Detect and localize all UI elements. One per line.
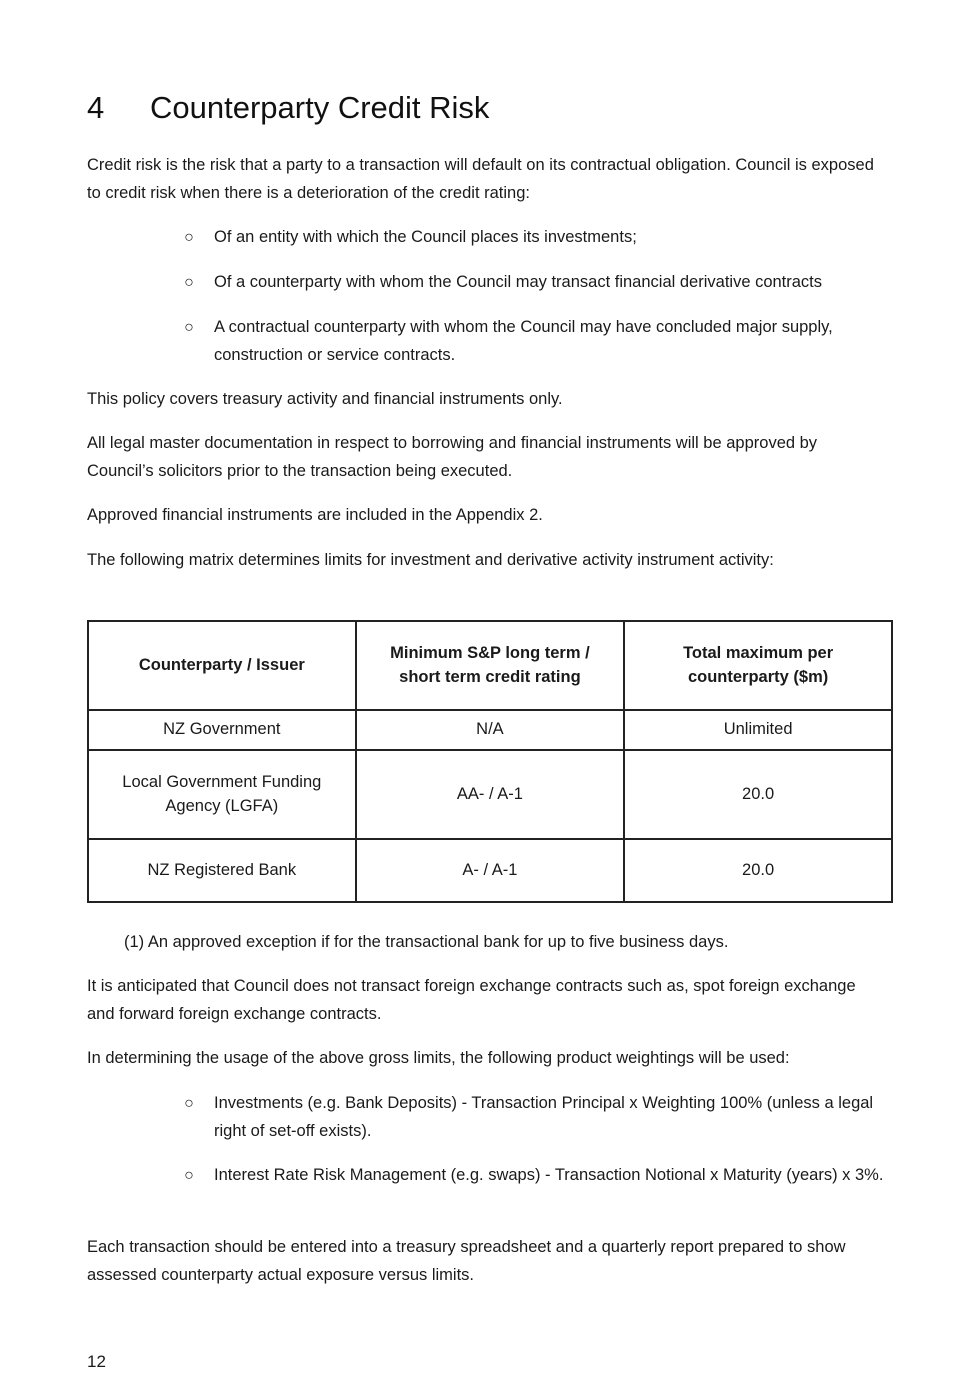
legal-documentation-paragraph: All legal master documentation in respect to borrowing and financial instruments will be approved by Council’s solicitors prior to the transaction being executed.: [87, 434, 818, 480]
intro-paragraph: Credit risk is the risk that a party to a transaction will default on its contractual obligation. Council is exposed to credit risk when there is a deterioration of the credit rating:: [87, 156, 874, 202]
cell-counterparty: Local Government Funding Agency (LGFA): [88, 750, 356, 839]
closing-paragraph: Each transaction should be entered into a treasury spreadsheet and a quarterly report prepared to show assessed counterparty actual exposure versus limits.: [87, 1238, 846, 1284]
cell-maximum: 20.0: [624, 750, 892, 839]
bullet-text: A contractual counterparty with whom the Council may have concluded major supply, construction or service contracts.: [214, 318, 833, 364]
weightings-intro-paragraph: In determining the usage of the above gross limits, the following product weightings will be used:: [87, 1049, 790, 1067]
cell-maximum: 20.0: [624, 839, 892, 902]
table-row: [88, 839, 892, 902]
table-row: [88, 710, 892, 750]
matrix-intro-paragraph: The following matrix determines limits for investment and derivative activity instrument activity:: [87, 551, 774, 569]
foreign-exchange-paragraph: It is anticipated that Council does not transact foreign exchange contracts such as, spot foreign exchange and forward foreign exchange contracts.: [87, 977, 856, 1023]
section-title: Counterparty Credit Risk: [150, 90, 490, 125]
cell-counterparty: NZ Government: [88, 710, 356, 750]
bullet-text: Of a counterparty with whom the Council may transact financial derivative contracts: [214, 273, 823, 291]
cell-maximum: Unlimited: [624, 710, 892, 750]
policy-scope-paragraph: This policy covers treasury activity and financial instruments only.: [87, 390, 563, 408]
section-number: 4: [87, 90, 105, 125]
credit-bullet-3: [184, 314, 886, 369]
header-maximum: Total maximum per counterparty ($m): [624, 621, 892, 710]
weighting-bullet-2: [184, 1162, 886, 1190]
header-counterparty: Counterparty / Issuer: [88, 621, 356, 710]
credit-bullet-2: [184, 269, 886, 297]
cell-counterparty: NZ Registered Bank: [88, 839, 356, 902]
page-number: 12: [87, 1352, 106, 1371]
weighting-bullet-1: [184, 1090, 886, 1145]
cell-credit-rating: A- / A-1: [356, 839, 625, 902]
table-header-row: [88, 621, 892, 710]
bullet-circle-icon: ○: [184, 319, 194, 336]
bullet-circle-icon: ○: [184, 274, 194, 291]
section-heading: [87, 88, 489, 128]
approved-instruments-paragraph: Approved financial instruments are included in the Appendix 2.: [87, 506, 543, 524]
header-credit-rating: Minimum S&P long term / short term credit rating: [356, 621, 625, 710]
cell-credit-rating: AA- / A-1: [356, 750, 625, 839]
table-row: [88, 750, 892, 839]
bullet-circle-icon: ○: [184, 229, 194, 246]
bullet-circle-icon: ○: [184, 1095, 194, 1112]
counterparty-limits-table: [87, 620, 893, 903]
bullet-text: Interest Rate Risk Management (e.g. swaps) - Transaction Notional x Maturity (years) x 3%.: [214, 1166, 884, 1184]
credit-bullet-1: [184, 224, 886, 252]
bullet-text: Of an entity with which the Council places its investments;: [214, 228, 637, 246]
bullet-text: Investments (e.g. Bank Deposits) - Transaction Principal x Weighting 100% (unless a legal right of set-off exists).: [214, 1094, 874, 1140]
cell-credit-rating: N/A: [356, 710, 625, 750]
bullet-circle-icon: ○: [184, 1167, 194, 1184]
table-footnote: (1) An approved exception if for the transactional bank for up to five business days.: [124, 933, 729, 951]
